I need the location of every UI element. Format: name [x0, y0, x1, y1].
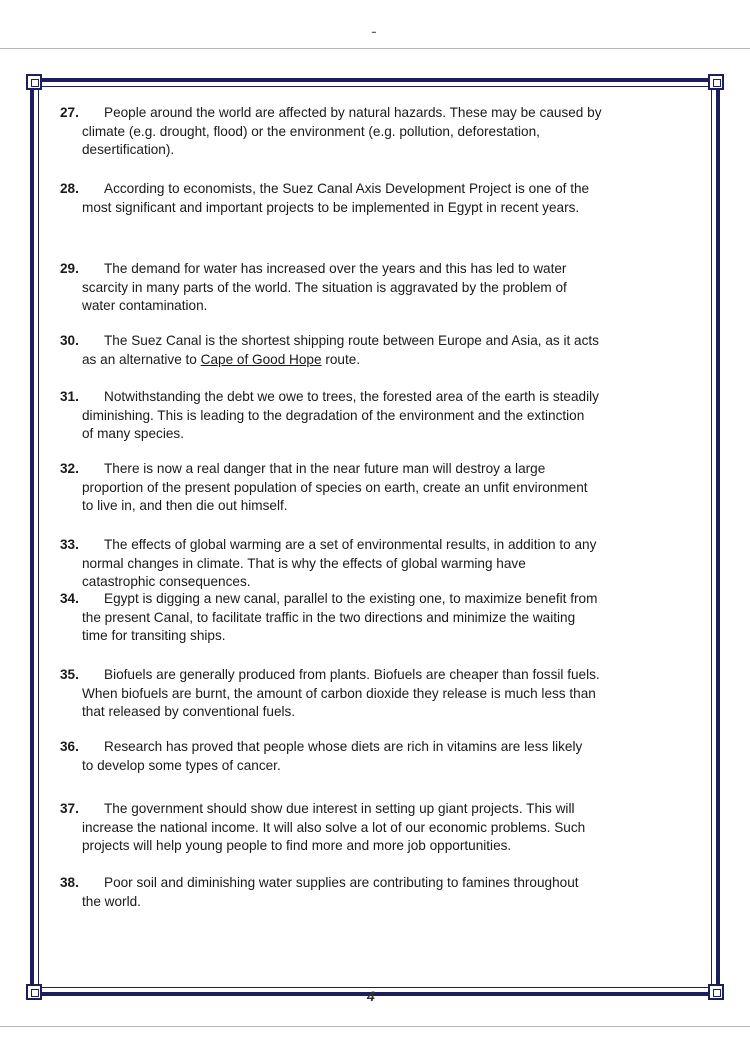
item-text: to live in, and then die out himself. [82, 498, 288, 513]
item-text: water contamination. [82, 298, 208, 313]
item-text: The effects of global warming are a set of environmental results, in addition to any [104, 537, 597, 552]
top-divider [0, 48, 750, 49]
item-text: Notwithstanding the debt we owe to trees, the forested area of the earth is steadily [104, 389, 599, 404]
item-text: catastrophic consequences. [82, 574, 251, 589]
item-text: The Suez Canal is the shortest shipping route between Europe and Asia, as it acts [104, 333, 599, 348]
item-text: When biofuels are burnt, the amount of carbon dioxide they release is much less than [82, 685, 596, 701]
list-item-38 [60, 874, 692, 911]
item-text: the world. [82, 893, 141, 909]
top-page-mark: - [371, 22, 377, 41]
item-text: scarcity in many parts of the world. The situation is aggravated by the problem of [82, 279, 567, 295]
corner-ornament-bottom-right [708, 984, 724, 1000]
item-text: the present Canal, to facilitate traffic in the two directions and minimize the waiting [82, 609, 576, 625]
item-text [60, 351, 692, 370]
list-item-36 [60, 738, 692, 775]
list-item-27 [60, 104, 692, 160]
item-text: proportion of the present population of species on earth, create an unfit environment [82, 479, 588, 495]
corner-ornament-top-left [26, 74, 42, 90]
list-item-28 [60, 180, 692, 217]
item-number: 33. [60, 537, 79, 552]
item-text: desertification). [82, 142, 175, 157]
item-number: 35. [60, 667, 79, 682]
item-text: climate (e.g. drought, flood) or the environment (e.g. pollution, deforestation, [82, 123, 540, 139]
item-number: 28. [60, 181, 79, 196]
item-text: There is now a real danger that in the near future man will destroy a large [104, 461, 546, 476]
item-text: increase the national income. It will also solve a lot of our economic problems. Such [82, 819, 586, 835]
list-item-33 [60, 536, 692, 592]
item-text: of many species. [82, 426, 184, 441]
item-text: Poor soil and diminishing water supplies are contributing to famines throughout [104, 875, 579, 890]
list-item-35 [60, 666, 692, 722]
item-text-part: as an alternative to [82, 351, 201, 367]
item-number: 36. [60, 739, 79, 754]
item-text: time for transiting ships. [82, 628, 226, 643]
item-number: 27. [60, 105, 79, 120]
item-number: 37. [60, 801, 79, 816]
list-item-30 [60, 332, 692, 369]
list-item-34 [60, 590, 692, 646]
corner-ornament-top-right [708, 74, 724, 90]
item-number: 31. [60, 389, 79, 404]
bottom-divider [0, 1026, 750, 1027]
item-text: According to economists, the Suez Canal Axis Development Project is one of the [104, 181, 590, 196]
item-number: 30. [60, 333, 79, 348]
item-text: projects will help young people to find more and more job opportunities. [82, 838, 512, 853]
item-text: Research has proved that people whose diets are rich in vitamins are less likely [104, 739, 583, 754]
item-text: Egypt is digging a new canal, parallel to the existing one, to maximize benefit from [104, 591, 598, 606]
item-text: to develop some types of cancer. [82, 757, 281, 773]
item-text: People around the world are affected by natural hazards. These may be caused by [104, 105, 602, 120]
list-item-29 [60, 260, 692, 316]
item-text: that released by conventional fuels. [82, 704, 296, 719]
item-number: 38. [60, 875, 79, 890]
list-item-32 [60, 460, 692, 516]
underlined-term: Cape of Good Hope [200, 351, 322, 367]
list-item-37 [60, 800, 692, 856]
item-text-part: route. [321, 351, 361, 367]
item-number: 32. [60, 461, 79, 476]
item-text: most significant and important projects to be implemented in Egypt in recent years. [82, 199, 580, 215]
page-number: 4 [367, 988, 375, 1004]
item-text: The government should show due interest in setting up giant projects. This will [104, 801, 575, 816]
list-item-31 [60, 388, 692, 444]
item-text: The demand for water has increased over the years and this has led to water [104, 261, 567, 276]
item-text: normal changes in climate. That is why the effects of global warming have [82, 555, 526, 571]
item-text: diminishing. This is leading to the degradation of the environment and the extinction [82, 407, 585, 423]
item-number: 29. [60, 261, 79, 276]
item-text: Biofuels are generally produced from plants. Biofuels are cheaper than fossil fuels. [104, 667, 600, 682]
item-number: 34. [60, 591, 79, 606]
corner-ornament-bottom-left [26, 984, 42, 1000]
